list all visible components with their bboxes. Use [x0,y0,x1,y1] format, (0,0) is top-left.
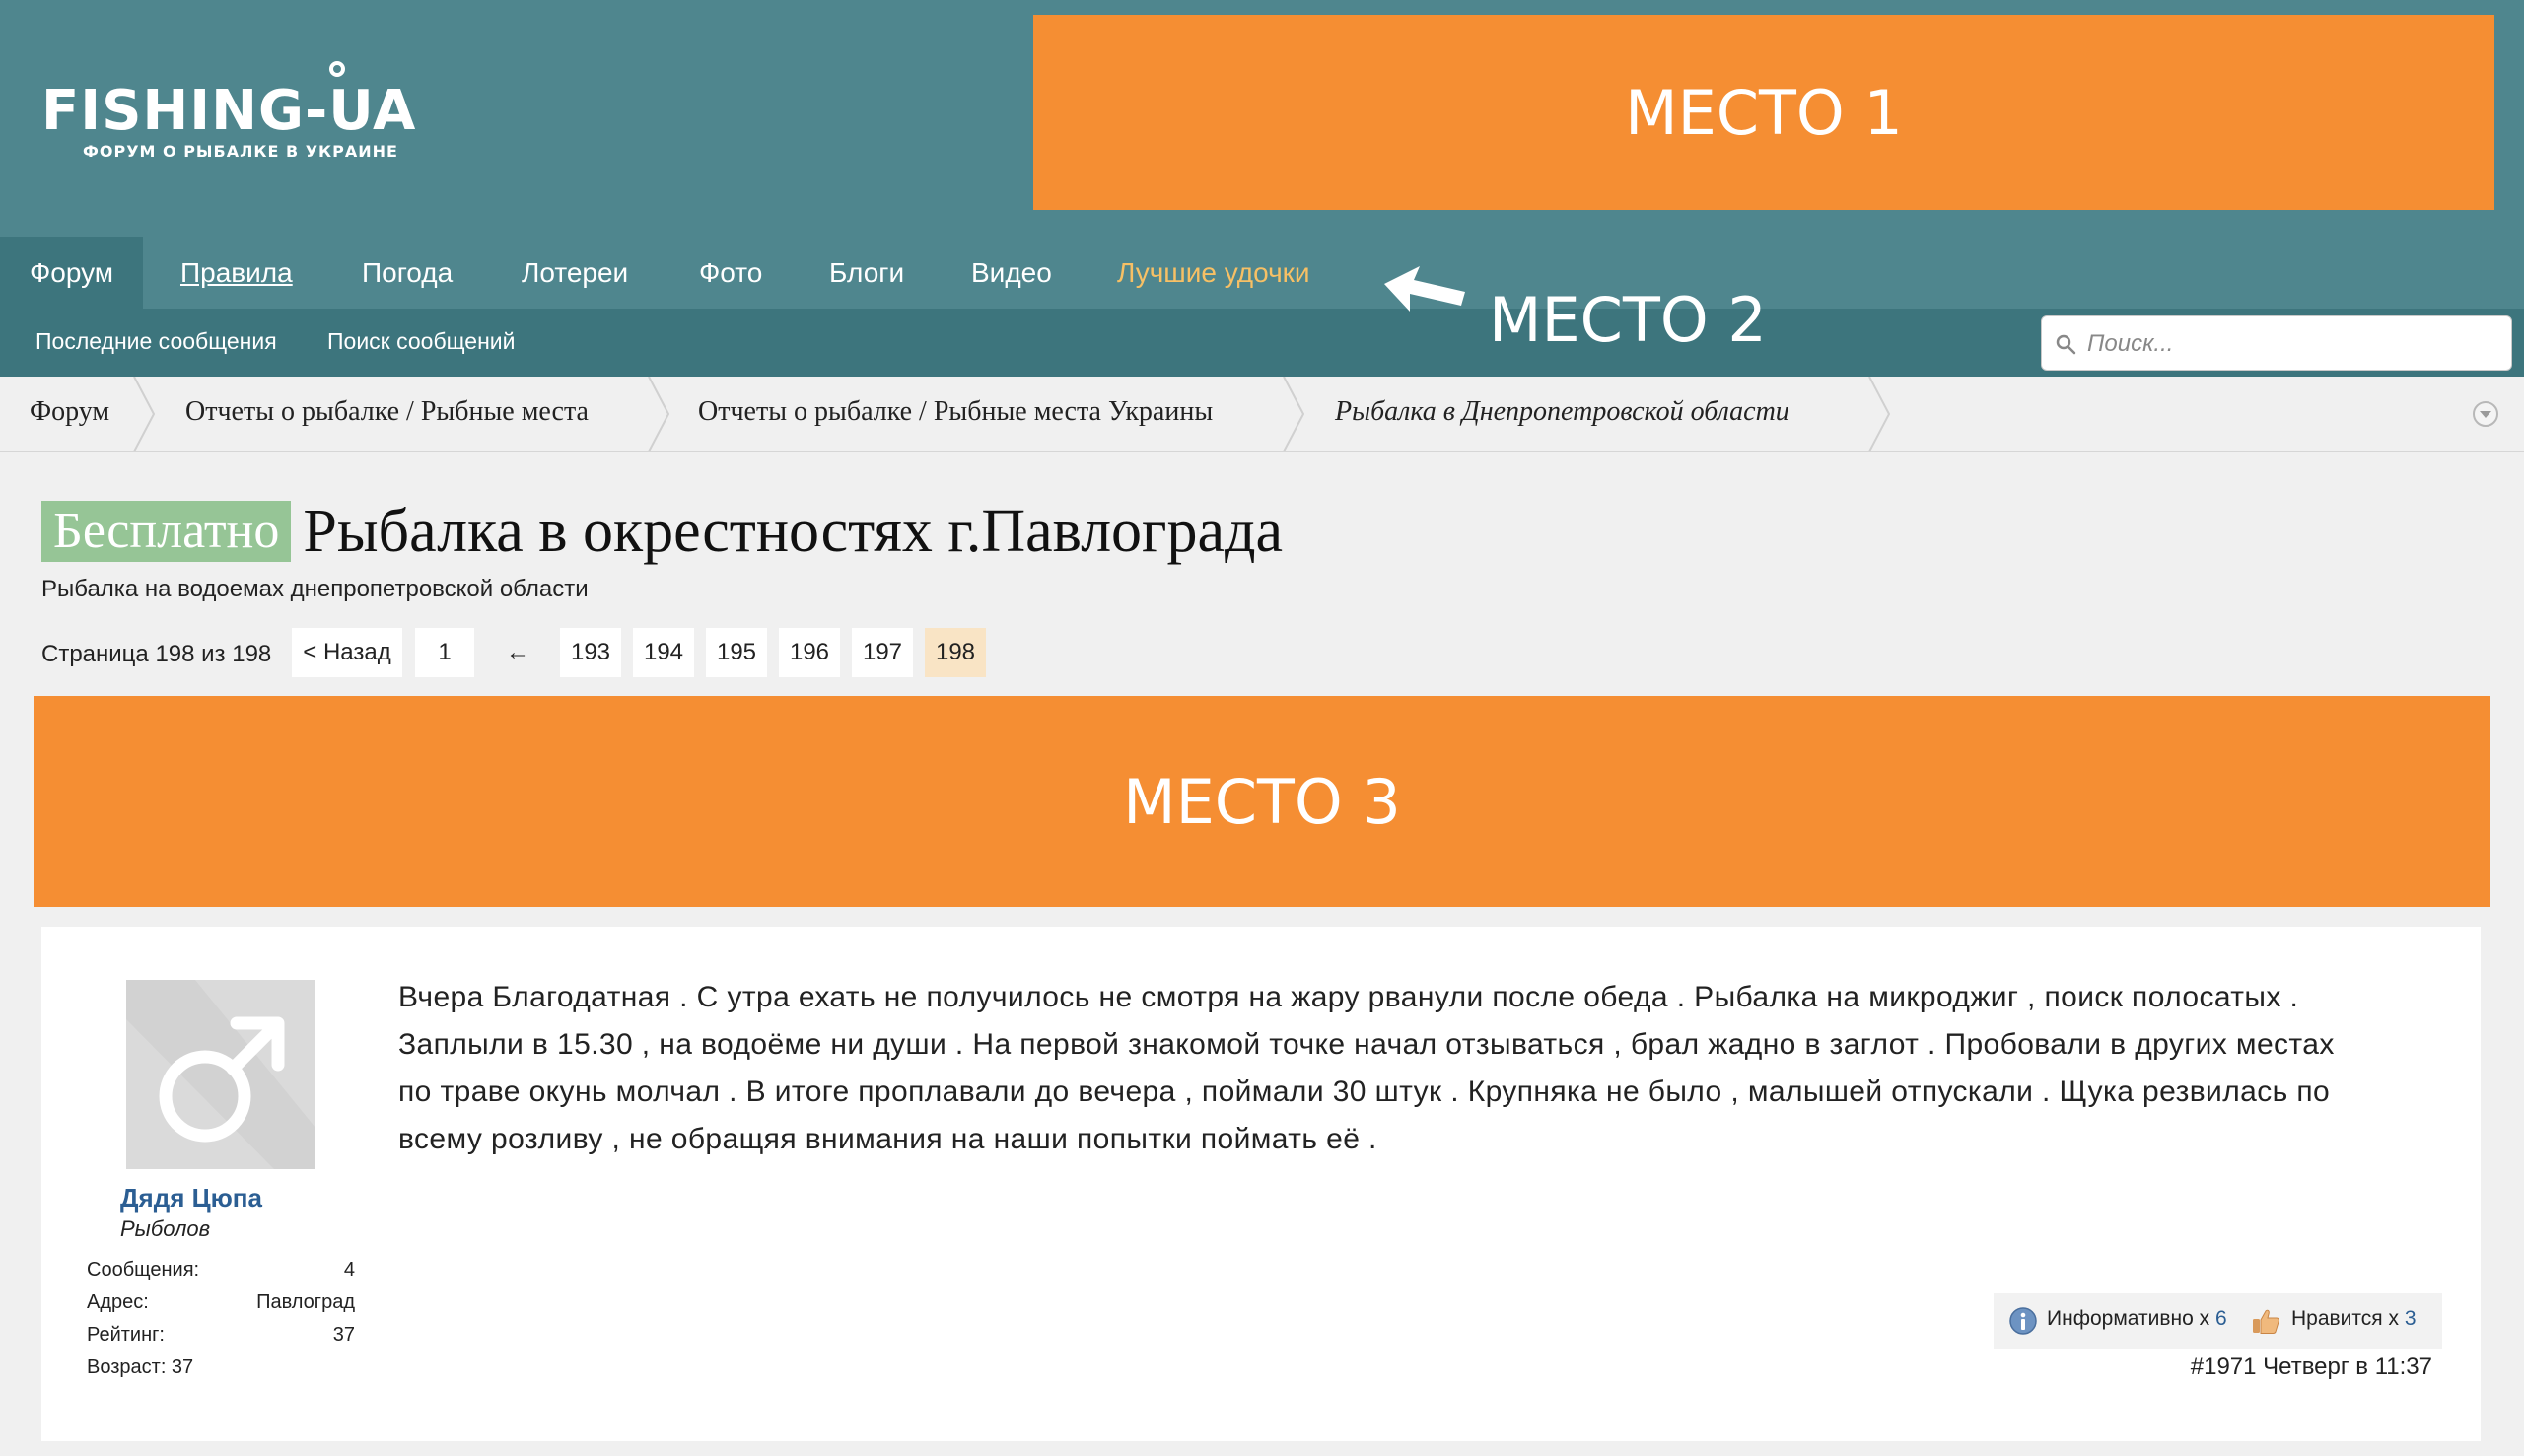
post-message: Вчера Благодатная . С утра ехать не получилось не смотря на жару рванули после обеда . Рыбалка на микроджиг , поиск полосатых . Заплыли в 15.30 , на водоёме ни души . На первой знакомой точке начал отзываться , брал жадно в заглот . Пробовали в других местах по траве окунь молчал . В итоге проплавали до вечера , поймали 30 штук . Крупняка не было , малышей отпускали . Щука резвилась по всему розливу , не обращяя внимания на наши попытки поймать её . [398,981,2335,1155]
pager-page[interactable]: 193 [560,628,621,677]
tab-video-label: Видео [971,256,1052,288]
breadcrumb-separator [1867,377,1891,451]
pager-page-current[interactable]: 198 [925,628,986,677]
post-username[interactable]: Дядя Цюпа [120,1183,262,1213]
ad-slot-3-label: МЕСТО 3 [1123,765,1401,838]
tab-weather[interactable] [362,237,453,309]
ad-slot-2-label: МЕСТО 2 [1489,284,1767,356]
rating-informative-label: Информативно x [2047,1307,2215,1330]
tab-forum[interactable] [0,237,143,309]
pager-skip-button[interactable]: ← [506,639,529,665]
search-input[interactable] [2085,324,2503,364]
pager-page[interactable]: 194 [633,628,694,677]
pager-page[interactable]: 197 [852,628,913,677]
site-logo[interactable] [41,57,456,166]
breadcrumb-item-reports-ukraine[interactable]: Отчеты о рыбалке / Рыбные места Украины [698,396,1214,427]
tab-photo-label: Фото [699,256,763,288]
thread-prefix-badge: Бесплатно [41,501,291,562]
male-symbol-icon [126,980,316,1169]
ad-slot-3[interactable] [34,696,2490,907]
subnav-recent-posts[interactable]: Последние сообщения [35,328,277,354]
info-icon [2007,1305,2039,1337]
rating-like[interactable] [2291,1307,2417,1331]
post-meta-permalink[interactable]: #1971 Четверг в 11:37 [2190,1353,2432,1380]
ad-slot-1-label: МЕСТО 1 [1625,76,1903,149]
post-ratings-bar [1994,1293,2442,1349]
stat-address-label: Адрес: [87,1291,149,1313]
breadcrumb [0,377,2524,452]
tab-weather-label: Погода [362,256,454,288]
post-user-title: Рыболов [120,1216,211,1241]
fish-hook-icon [319,61,355,97]
avatar[interactable] [126,980,316,1169]
tab-photo[interactable] [699,237,762,309]
search-icon [2054,332,2077,356]
breadcrumb-item-forum[interactable]: Форум [30,396,110,427]
tab-rules[interactable] [180,237,293,309]
tab-blogs[interactable] [829,237,904,309]
thread-description: Рыбалка на водоемах днепропетровской области [41,576,589,602]
tab-forum-label: Форум [30,256,114,288]
breadcrumb-separator [647,377,670,451]
tab-rules-label: Правила [180,256,293,288]
tab-lotteries[interactable] [522,237,628,309]
subnav-search-posts[interactable]: Поиск сообщений [327,328,516,354]
tab-lotteries-label: Лотереи [522,256,629,288]
stat-rating-label: Рейтинг: [87,1324,165,1346]
breadcrumb-separator [132,377,156,451]
logo-text: FISHING-UA [41,79,417,143]
rating-informative[interactable] [2047,1307,2227,1331]
tab-video[interactable] [971,237,1052,309]
rating-like-label: Нравится x [2291,1307,2405,1330]
breadcrumb-item-reports[interactable]: Отчеты о рыбалке / Рыбные места [185,396,589,427]
rating-informative-count: 6 [2214,1307,2227,1330]
pager-page-1[interactable]: 1 [415,628,474,677]
pager-page[interactable]: 195 [706,628,767,677]
pager-label: Страница 198 из 198 [41,641,272,667]
left-arrow-icon [1380,262,1469,321]
stat-age-label: Возраст: 37 [87,1356,194,1378]
page-title: Рыбалка в окрестностях г.Павлограда [303,498,1284,565]
tab-best-rods[interactable] [1117,237,1310,309]
stat-messages-label: Сообщения: [87,1259,200,1281]
breadcrumb-item-dnipro[interactable]: Рыбалка в Днепропетровской области [1335,396,1789,427]
chevron-down-circle-icon[interactable] [2472,400,2499,428]
breadcrumb-separator [1282,377,1305,451]
rating-like-count: 3 [2404,1307,2417,1330]
tab-best-rods-label: Лучшие удочки [1117,256,1310,288]
ad-slot-1[interactable] [1033,15,2494,210]
logo-subtitle: ФОРУМ О РЫБАЛКЕ В УКРАИНЕ [83,142,398,161]
stat-address-value: Павлоград [256,1291,355,1313]
thread-title-row [41,498,1284,568]
stat-rating-value: 37 [332,1324,355,1346]
stat-messages-value: 4 [343,1259,355,1281]
thumbs-up-icon [2250,1305,2281,1337]
pager-page[interactable]: 196 [779,628,840,677]
pager-prev-button[interactable]: < Назад [292,628,402,677]
tab-blogs-label: Блоги [829,256,905,288]
search-box[interactable] [2041,315,2512,371]
